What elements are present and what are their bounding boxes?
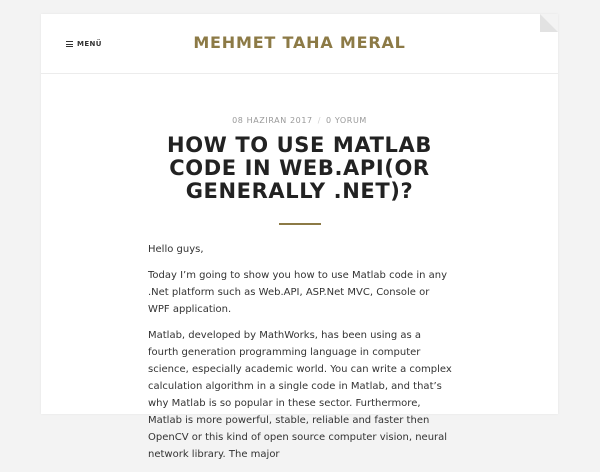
meta-separator: /: [317, 116, 322, 125]
post-meta: [41, 116, 558, 125]
site-title-link[interactable]: MEHMET TAHA MERAL: [193, 33, 406, 52]
menu-label: MENÜ: [77, 40, 102, 48]
page-card: [41, 14, 558, 460]
title-divider: [279, 223, 321, 225]
post-date-link[interactable]: 08 HAZIRAN 2017: [232, 116, 313, 125]
paragraph: Matlab, developed by MathWorks, has been using as a fourth generation programming language in computer science, especially academic world. You can write a complex calculation algorithm in a single code in Matlab, and that’s why Matlab is so popular in these sector. Furthermore, Matlab is more powerful, stable, reliable and faster then OpenCV or this kind of open source computer vision, neural network library. The major: [148, 330, 452, 460]
paragraph: Hello guys,: [148, 244, 204, 255]
paragraph: Today I’m going to show you how to use Matlab code in any .Net platform such as Web.API, ASP.Net MVC, Console or WPF application.: [148, 270, 448, 315]
site-header: [41, 14, 558, 74]
post-title: HOW TO USE MATLAB CODE IN WEB.API(OR GENERALLY .NET)?: [167, 133, 432, 203]
comments-link[interactable]: 0 YORUM: [326, 116, 367, 125]
post-content: [148, 241, 453, 472]
